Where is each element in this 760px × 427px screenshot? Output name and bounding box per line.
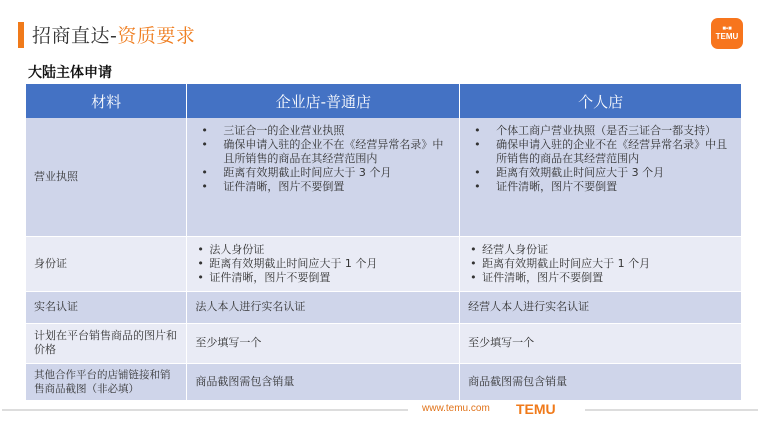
page-title bbox=[32, 21, 195, 48]
footer-divider-right bbox=[585, 409, 758, 411]
list-item: • 距离有效期截止时间应大于 1 个月 bbox=[468, 257, 733, 271]
footer-divider-left bbox=[2, 409, 408, 411]
row-label: 营业执照 bbox=[26, 118, 187, 236]
list-item: • 个体工商户营业执照（是否三证合一都支持） bbox=[468, 124, 733, 138]
list-item: • 距离有效期截止时间应大于 3 个月 bbox=[195, 166, 451, 180]
table-row bbox=[26, 236, 742, 291]
footer-logo: TEMU bbox=[516, 401, 556, 417]
table-row bbox=[26, 291, 742, 323]
personal-cell: 商品截图需包含销量 bbox=[460, 363, 742, 400]
list-item: • 距离有效期截止时间应大于 3 个月 bbox=[468, 166, 733, 180]
enterprise-list bbox=[195, 243, 451, 285]
row-label: 身份证 bbox=[26, 236, 187, 291]
enterprise-list bbox=[195, 124, 451, 194]
title-prefix: 招商直达- bbox=[32, 25, 118, 47]
section-subtitle: 大陆主体申请 bbox=[28, 65, 112, 81]
enterprise-cell: 商品截图需包含销量 bbox=[187, 363, 460, 400]
title-highlight: 资质要求 bbox=[117, 25, 196, 47]
table-row bbox=[26, 118, 742, 236]
header-material: 材料 bbox=[26, 84, 187, 118]
list-item: • 法人身份证 bbox=[195, 243, 451, 257]
list-item: • 三证合一的企业营业执照 bbox=[195, 124, 451, 138]
footer-url[interactable]: www.temu.com bbox=[422, 403, 490, 414]
header-personal: 个人店 bbox=[460, 84, 742, 118]
table-header bbox=[26, 84, 742, 118]
list-item: • 距离有效期截止时间应大于 1 个月 bbox=[195, 257, 451, 271]
header-enterprise: 企业店-普通店 bbox=[187, 84, 460, 118]
list-item: • 经营人身份证 bbox=[468, 243, 733, 257]
logo-text: TEMU bbox=[715, 32, 739, 41]
list-item: • 确保申请入驻的企业不在《经营异常名录》中且所销售的商品在其经营范围内 bbox=[195, 138, 451, 166]
personal-list bbox=[468, 243, 733, 285]
list-item: • 证件清晰，图片不要倒置 bbox=[195, 180, 451, 194]
row-label: 计划在平台销售商品的图片和价格 bbox=[26, 323, 187, 363]
requirements-table bbox=[26, 84, 742, 401]
enterprise-cell: 法人本人进行实名认证 bbox=[187, 291, 460, 323]
table-row bbox=[26, 363, 742, 400]
list-item: • 确保申请入驻的企业不在《经营异常名录》中且所销售的商品在其经营范围内 bbox=[468, 138, 733, 166]
personal-list bbox=[468, 124, 733, 194]
row-label: 实名认证 bbox=[26, 291, 187, 323]
title-accent-bar bbox=[18, 22, 24, 48]
list-item: • 证件清晰，图片不要倒置 bbox=[468, 180, 733, 194]
list-item: • 证件清晰，图片不要倒置 bbox=[195, 271, 451, 285]
list-item: • 证件清晰，图片不要倒置 bbox=[468, 271, 733, 285]
personal-cell: 至少填写一个 bbox=[460, 323, 742, 363]
personal-cell: 经营人本人进行实名认证 bbox=[460, 291, 742, 323]
row-label: 其他合作平台的店铺链接和销售商品截图（非必填） bbox=[26, 363, 187, 400]
enterprise-cell: 至少填写一个 bbox=[187, 323, 460, 363]
temu-logo: ■▪■ TEMU bbox=[711, 18, 743, 49]
table-row bbox=[26, 323, 742, 363]
